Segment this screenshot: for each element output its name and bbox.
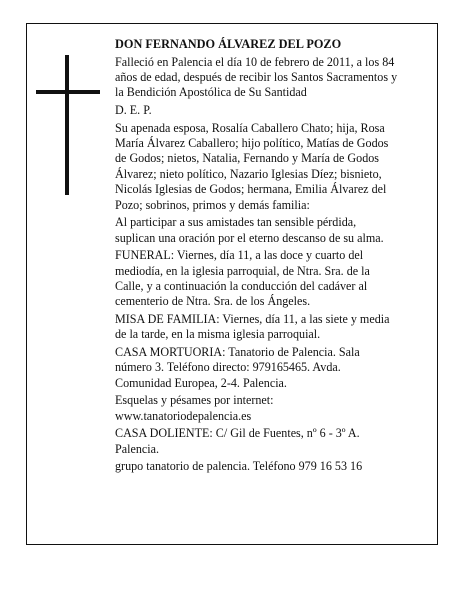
- funeral-home-details: CASA MORTUORIA: Tanatorio de Palencia. Sala número 3. Teléfono directo: 979165465. Avda. Comunidad Europea, 2-4. Palencia.: [115, 345, 360, 390]
- death-announcement: Falleció en Palencia el día 10 de febrero de 2011, a los 84 años de edad, después de recibir los Santos Sacramentos y la Bendición Apostólica de Su Santidad: [115, 54, 398, 100]
- cross-vertical-bar: [65, 55, 69, 195]
- obituary-text: [115, 37, 398, 477]
- funeral-group-contact: grupo tanatorio de palencia. Teléfono 979 16 53 16: [115, 459, 363, 474]
- mourning-home-address: CASA DOLIENTE: C/ Gil de Fuentes, nº 6 - 3º A. Palencia.: [115, 426, 360, 456]
- deceased-name: DON FERNANDO ÁLVAREZ DEL POZO: [115, 37, 342, 51]
- cross-horizontal-bar: [36, 90, 100, 94]
- family-members: Su apenada esposa, Rosalía Caballero Chato; hija, Rosa María Álvarez Caballero; hijo político, Matías de Godos de Godos; nietos, Natalia, Fernando y María de Godos Álvarez; nieto político, Nazario Iglesias Díez; bisnieto, Nicolás Iglesias de Godos; hermana, Emilia Álvarez del Pozo; sobrinos, primos y demás familia:: [115, 120, 389, 212]
- online-condolences: Esquelas y pésames por internet: www.tanatoriodepalencia.es: [115, 393, 274, 423]
- cross-icon: [36, 55, 100, 195]
- family-mass-details: MISA DE FAMILIA: Viernes, día 11, a las siete y media de la tarde, en la misma iglesia parroquial.: [115, 312, 390, 342]
- prayer-request: Al participar a sus amistades tan sensible pérdida, suplican una oración por el eterno descanso de su alma.: [115, 215, 384, 245]
- funeral-details: FUNERAL: Viernes, día 11, a las doce y cuarto del mediodía, en la iglesia parroquial, de Ntra. Sra. de la Calle, y a continuación la conducción del cadáver al cementerio de Ntra. Sra. de los Ángeles.: [115, 248, 370, 309]
- rest-in-peace: D. E. P.: [115, 103, 152, 117]
